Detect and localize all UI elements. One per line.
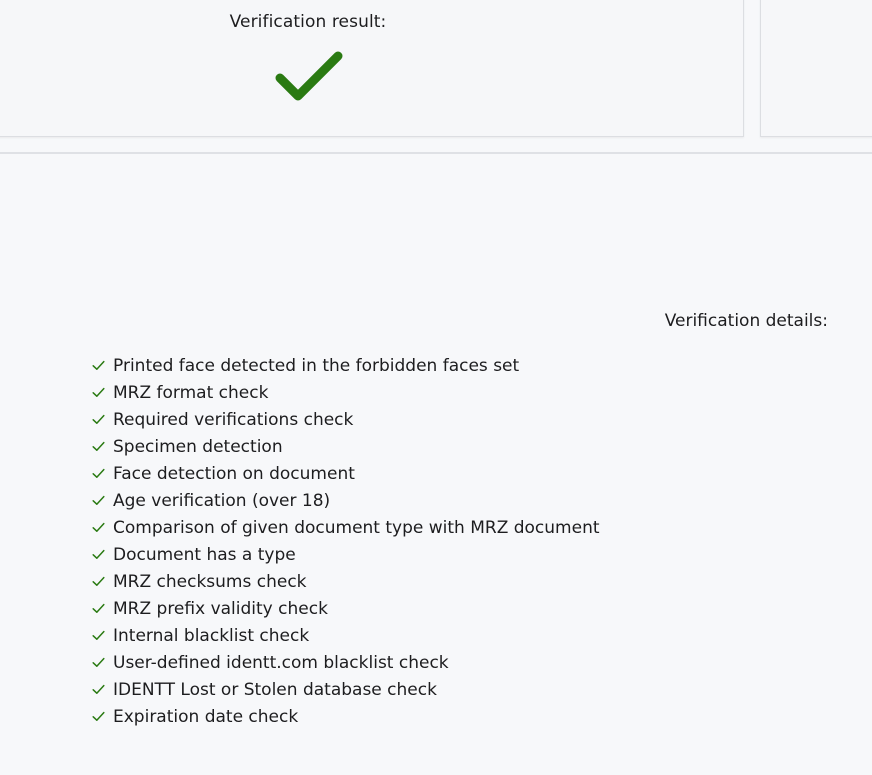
verification-check-item	[92, 541, 600, 568]
verification-check-label: MRZ format check	[113, 382, 269, 403]
verification-check-item	[92, 487, 600, 514]
verification-check-label: IDENTT Lost or Stolen database check	[113, 679, 437, 700]
verification-check-item	[92, 379, 600, 406]
check-icon	[92, 522, 105, 533]
verification-check-item	[92, 433, 600, 460]
check-icon	[92, 387, 105, 398]
verification-details-list	[92, 352, 600, 730]
check-icon	[92, 684, 105, 695]
verification-check-label: Document has a type	[113, 544, 296, 565]
verification-check-item	[92, 514, 600, 541]
verification-result-label: Verification result:	[229, 12, 387, 32]
verification-check-label: MRZ checksums check	[113, 571, 307, 592]
verification-check-label: Comparison of given document type with MRZ document	[113, 517, 600, 538]
verification-check-item	[92, 703, 600, 730]
verification-result-card	[0, 0, 744, 137]
side-card	[760, 0, 872, 137]
verification-check-label: Age verification (over 18)	[113, 490, 331, 511]
check-icon	[92, 576, 105, 587]
check-icon	[92, 495, 105, 506]
verification-check-item	[92, 406, 600, 433]
verification-check-label: Expiration date check	[113, 706, 299, 727]
top-panel	[0, 0, 872, 152]
verification-check-item	[92, 622, 600, 649]
check-icon	[92, 657, 105, 668]
verification-check-item	[92, 595, 600, 622]
verification-check-label: MRZ prefix validity check	[113, 598, 328, 619]
verification-check-item	[92, 352, 600, 379]
verification-check-label: User-defined identt.com blacklist check	[113, 652, 449, 673]
verification-check-item	[92, 568, 600, 595]
verification-details-label: Verification details:	[664, 311, 828, 331]
verification-check-item	[92, 676, 600, 703]
check-icon	[92, 468, 105, 479]
check-icon	[92, 630, 105, 641]
section-divider	[0, 152, 872, 154]
check-icon	[92, 441, 105, 452]
check-icon	[92, 603, 105, 614]
verification-check-label: Face detection on document	[113, 463, 355, 484]
check-icon	[92, 360, 105, 371]
verification-check-item	[92, 460, 600, 487]
verification-check-label: Printed face detected in the forbidden faces set	[113, 355, 520, 376]
verification-check-label: Required verifications check	[113, 409, 354, 430]
check-icon	[92, 549, 105, 560]
verification-check-label: Internal blacklist check	[113, 625, 310, 646]
checkmark-icon	[274, 48, 344, 104]
verification-check-item	[92, 649, 600, 676]
check-icon	[92, 414, 105, 425]
verification-check-label: Specimen detection	[113, 436, 283, 457]
check-icon	[92, 711, 105, 722]
